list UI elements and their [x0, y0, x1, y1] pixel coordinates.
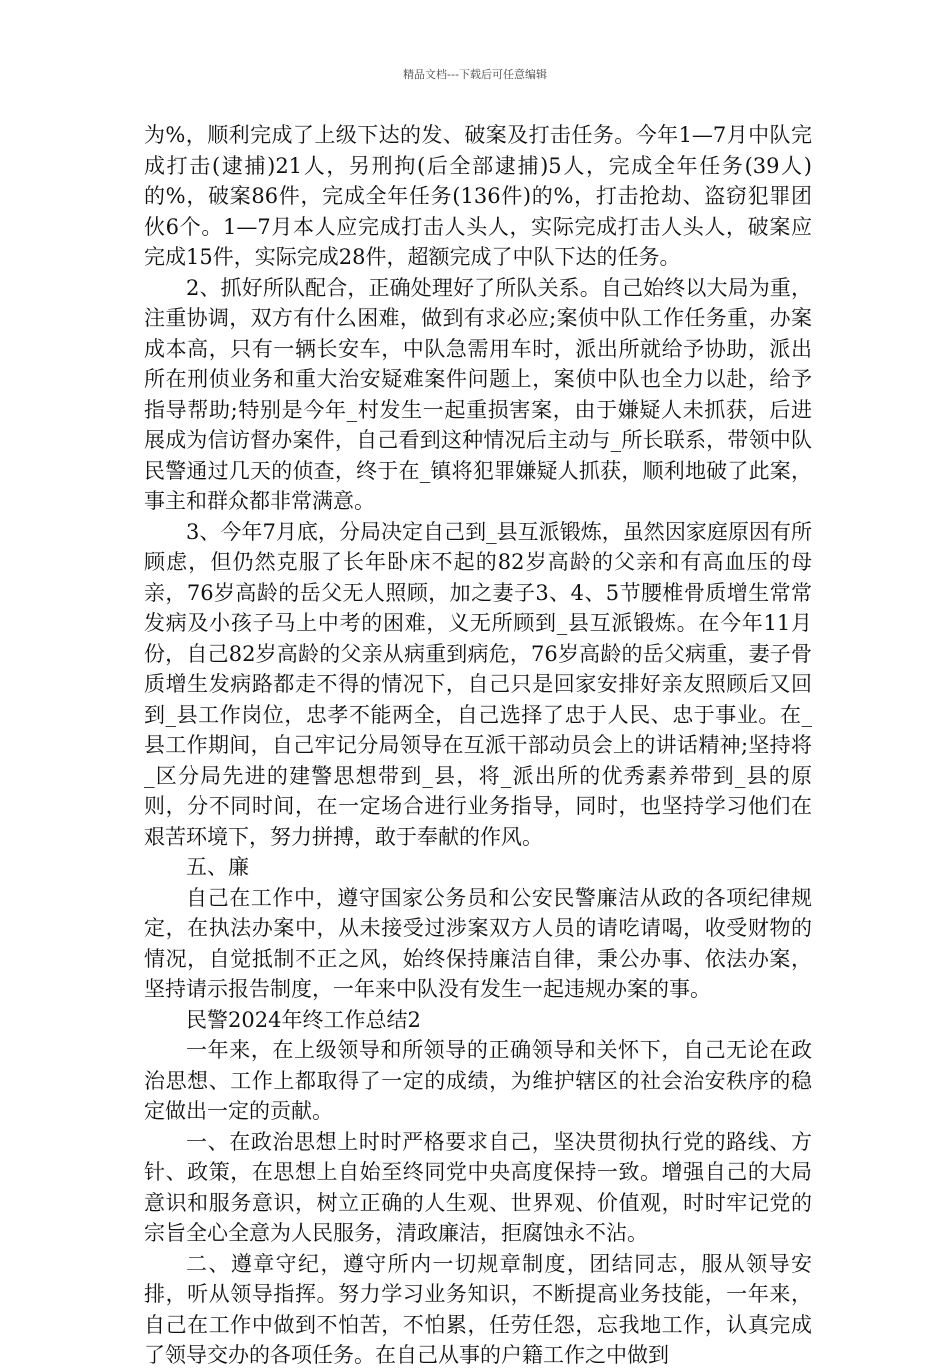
paragraph: 为%，顺利完成了上级下达的发、破案及打击任务。今年1—7月中队完成打击(逮捕)21人，另刑拘(后全部逮捕)5人，完成全年任务(39人)的%，破案86件，完成全年任务(136件)的%，打击抢劫、盗窃犯罪团伙6个。1—7月本人应完成打击人头人，实际完成打击人头人，破案应完成15件，实际完成28件，超额完成了中队下达的任务。 — [144, 123, 812, 269]
paragraph: 一年来，在上级领导和所领导的正确领导和关怀下，自己无论在政治思想、工作上都取得了一定的成绩，为维护辖区的社会治安秩序的稳定做出一定的贡献。 — [144, 1038, 812, 1123]
paragraph: 二、遵章守纪，遵守所内一切规章制度，团结同志，服从领导安排，听从领导指挥。努力学习业务知识，不断提高业务技能，一年来，自己在工作中做到不怕苦，不怕累，任劳任怨，忘我地工作，认真完成了领导交办的各项任务。在自己从事的户籍工作之中做到 — [144, 1251, 812, 1367]
paragraph: 3、今年7月底，分局决定自己到_县互派锻炼，虽然因家庭原因有所顾虑，但仍然克服了长年卧床不起的82岁高龄的父亲和有高血压的母亲，76岁高龄的岳父无人照顾，加之妻子3、4、5节腰椎骨质增生常常发病及小孩子马上中考的困难，义无所顾到_县互派锻炼。在今年11月份，自己82岁高龄的父亲从病重到病危，76岁高龄的岳父病重，妻子骨质增生发病路都走不得的情况下，自己只是回家安排好亲友照顾后又回到_县工作岗位，忠孝不能两全，自己选择了忠于人民、忠于事业。在_县工作期间，自己牢记分局领导在互派干部动员会上的讲话精神;坚持将_区分局先进的建警思想带到_县，将_派出所的优秀素养带到_县的原则，分不同时间，在一定场合进行业务指导，同时，也坚持学习他们在艰苦环境下，努力拼搏，敢于奉献的作风。 — [144, 519, 812, 849]
paragraph: 自己在工作中，遵守国家公务员和公安民警廉洁从政的各项纪律规定，在执法办案中，从未接受过涉案双方人员的请吃请喝，收受财物的情况，自觉抵制不正之风，始终保持廉洁自律，秉公办事、依法办案，坚持请示报告制度，一年来中队没有发生一起违规办案的事。 — [144, 885, 812, 1001]
paragraph: 一、在政治思想上时时严格要求自己，坚决贯彻执行党的路线、方针、政策，在思想上自始至终同党中央高度保持一致。增强自己的大局意识和服务意识，树立正确的人生观、世界观、价值观，时时牢记党的宗旨全心全意为人民服务，清政廉洁，拒腐蚀永不沾。 — [144, 1129, 812, 1245]
document-body — [144, 120, 812, 1371]
page-header: 精品文档---下载后可任意编辑 — [403, 68, 547, 81]
section-heading: 五、廉 — [186, 855, 249, 879]
paragraph: 2、抓好所队配合，正确处理好了所队关系。自己始终以大局为重，注重协调，双方有什么困难，做到有求必应;案侦中队工作任务重，办案成本高，只有一辆长安车，中队急需用车时，派出所就给予协助，派出所在刑侦业务和重大治安疑难案件问题上，案侦中队也全力以赴，给予指导帮助;特别是今年_村发生一起重损害案，由于嫌疑人未抓获，后进展成为信访督办案件，自己看到这种情况后主动与_所长联系，带领中队民警通过几天的侦查，终于在_镇将犯罪嫌疑人抓获，顺利地破了此案，事主和群众都非常满意。 — [144, 275, 812, 513]
document-subtitle: 民警2024年终工作总结2 — [186, 1007, 421, 1032]
